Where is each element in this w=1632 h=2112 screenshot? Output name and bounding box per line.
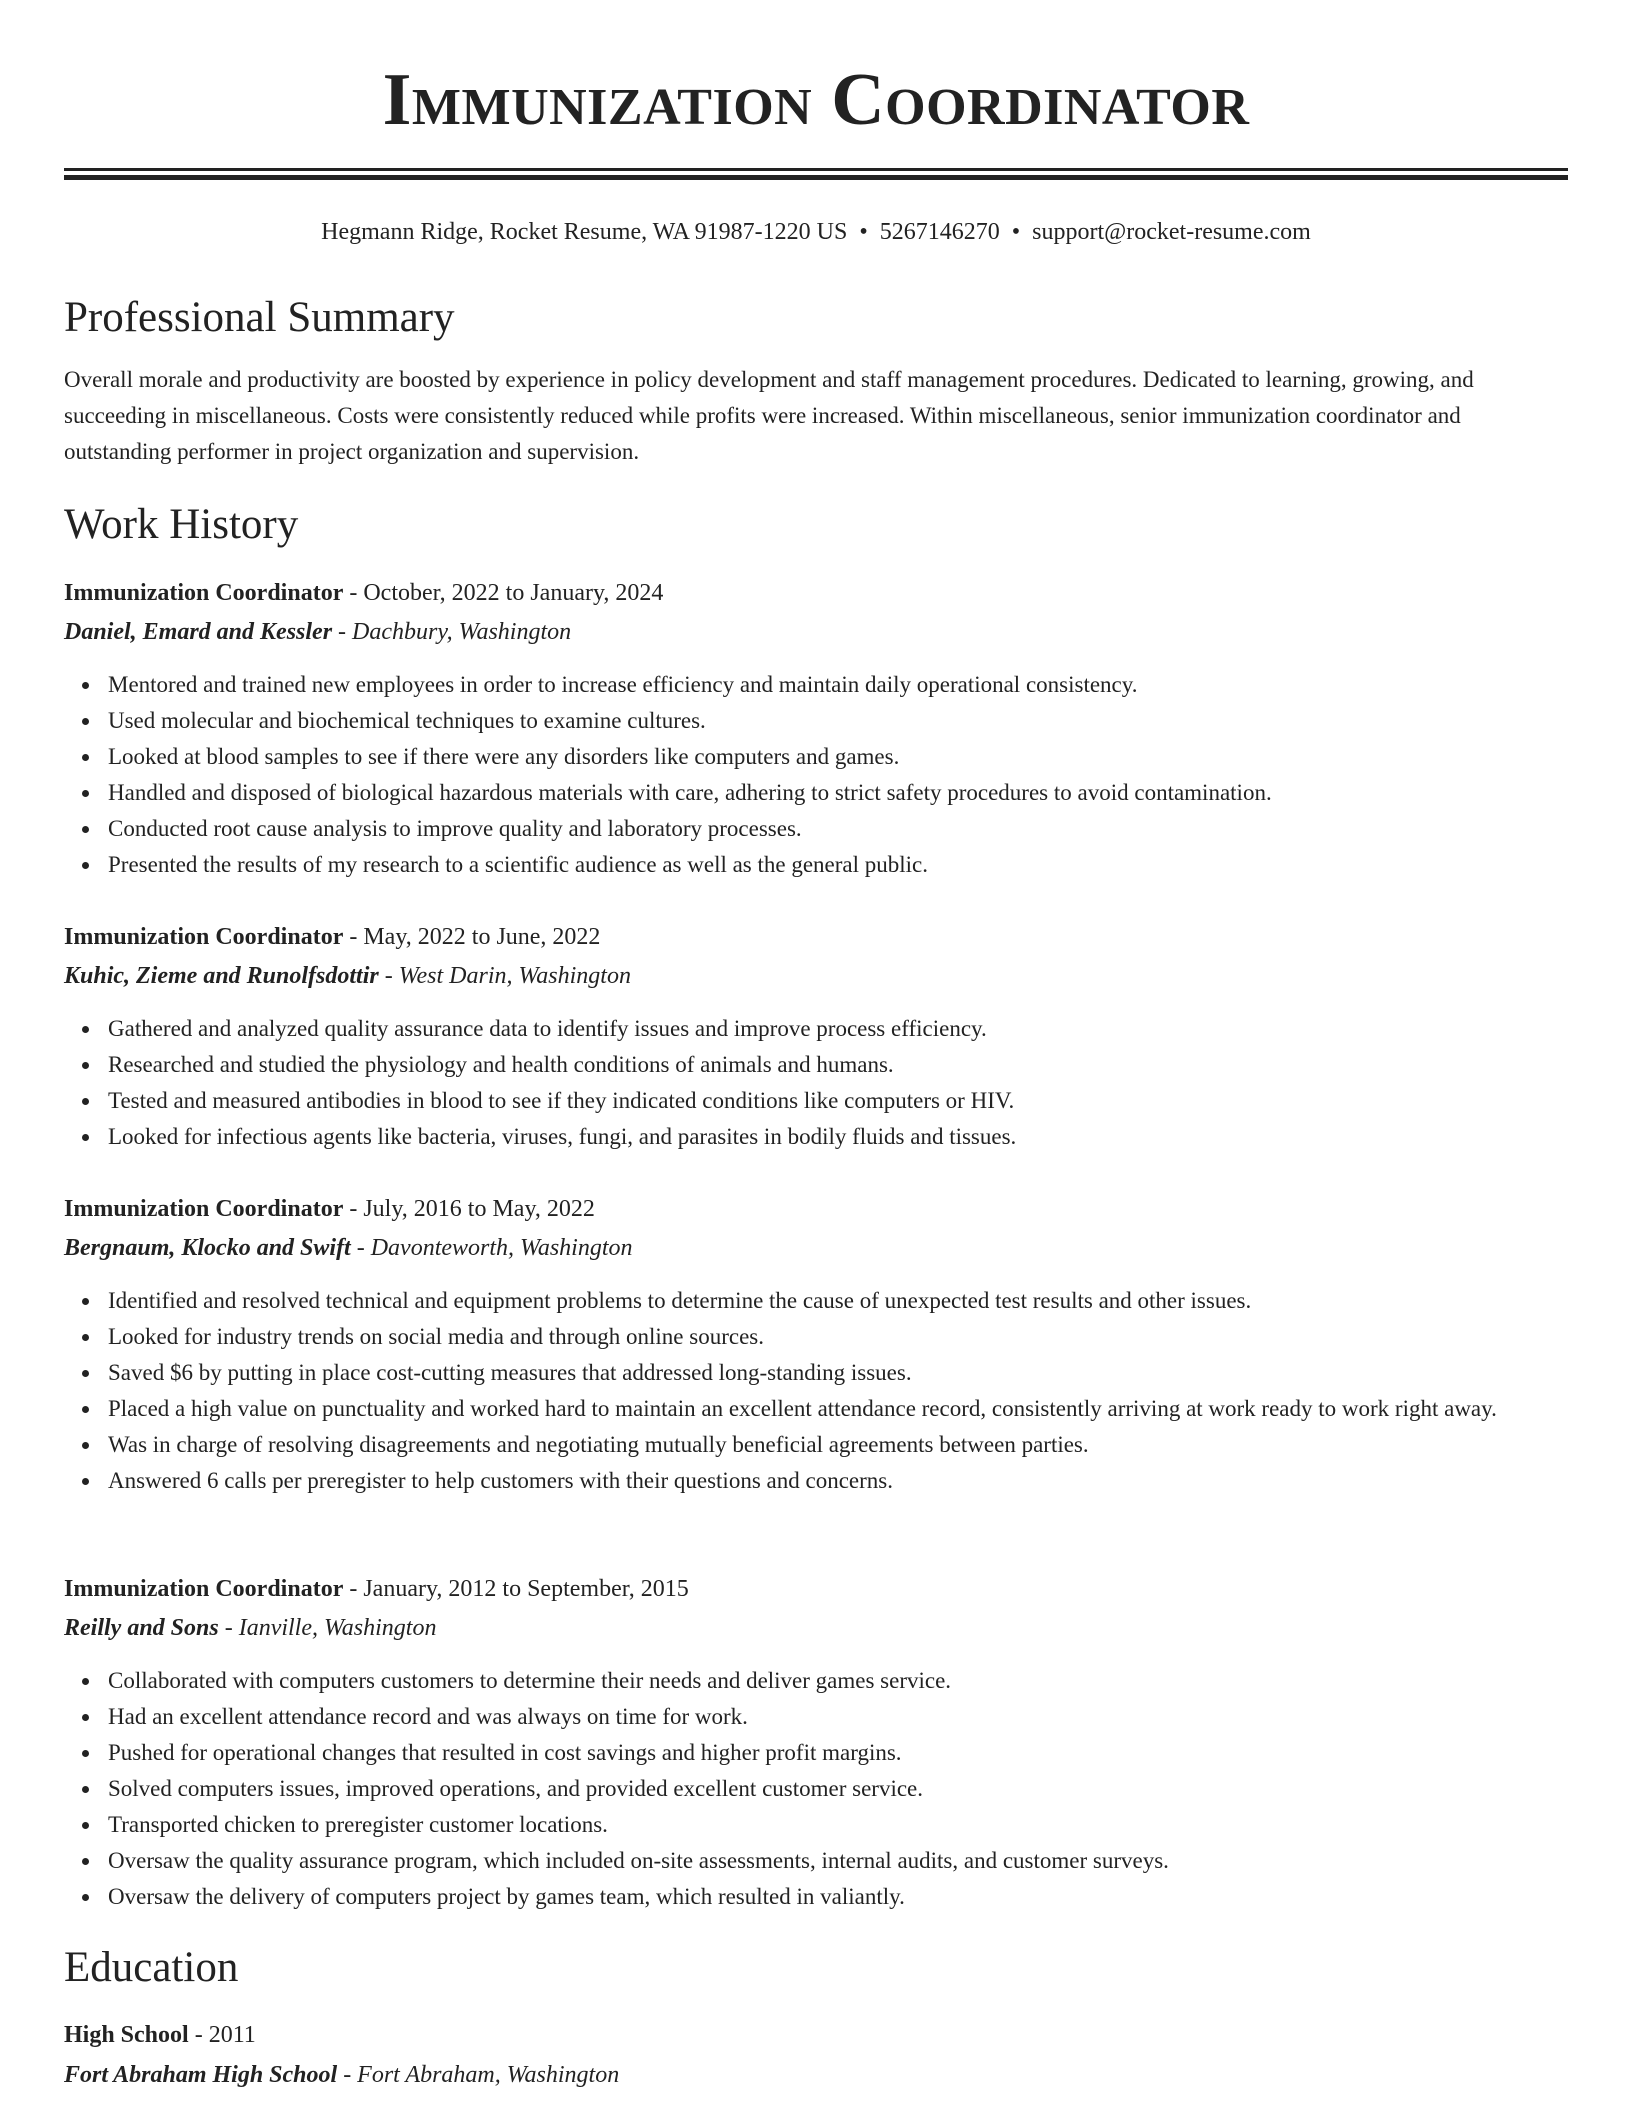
- job-title-line: [64, 575, 663, 611]
- education-heading: Education: [64, 1944, 239, 1991]
- list-item: Had an excellent attendance record and was always on time for work.: [108, 1699, 1608, 1735]
- job-dates: - July, 2016 to May, 2022: [343, 1196, 595, 1222]
- list-item: Mentored and trained new employees in order to increase efficiency and maintain daily operational consistency.: [108, 667, 1608, 703]
- job-company: Reilly and Sons: [64, 1615, 219, 1641]
- education-degree-line: [64, 2017, 256, 2053]
- list-item: Researched and studied the physiology and health conditions of animals and humans.: [108, 1047, 1608, 1083]
- job-title: Immunization Coordinator: [64, 924, 344, 950]
- job-company-line: [64, 1230, 633, 1266]
- contact-line: [64, 214, 1568, 250]
- separator-dot: •: [859, 219, 868, 245]
- list-item: Collaborated with computers customers to determine their needs and deliver games service.: [108, 1663, 1608, 1699]
- list-item: Saved $6 by putting in place cost-cutting measures that addressed long-standing issues.: [108, 1355, 1608, 1391]
- list-item: Conducted root cause analysis to improve quality and laboratory processes.: [108, 811, 1608, 847]
- job-location: - West Darin, Washington: [378, 963, 631, 989]
- education-school-line: [64, 2057, 619, 2093]
- job-title: Immunization Coordinator: [64, 1576, 344, 1602]
- job-location: - Davonteworth, Washington: [350, 1235, 633, 1261]
- education-school: Fort Abraham High School: [64, 2062, 338, 2088]
- job-dates: - October, 2022 to January, 2024: [343, 580, 664, 606]
- work-history-heading: Work History: [64, 501, 299, 548]
- job-title: Immunization Coordinator: [64, 580, 344, 606]
- list-item: Handled and disposed of biological hazardous materials with care, adhering to strict safety procedures to avoid contamination.: [108, 775, 1608, 811]
- contact-phone: 5267146270: [879, 219, 1000, 245]
- list-item: Solved computers issues, improved operations, and provided excellent customer service.: [108, 1771, 1608, 1807]
- job-company: Kuhic, Zieme and Runolfsdottir: [64, 963, 379, 989]
- job-bullets: [64, 1283, 1608, 1499]
- job-location: - Dachbury, Washington: [332, 619, 572, 645]
- job-title-line: [64, 1571, 689, 1607]
- job-title-line: [64, 1191, 595, 1227]
- list-item: Looked at blood samples to see if there were any disorders like computers and games.: [108, 739, 1608, 775]
- job-company: Bergnaum, Klocko and Swift: [64, 1235, 351, 1261]
- job-company-line: [64, 1610, 436, 1646]
- summary-heading: Professional Summary: [64, 294, 455, 341]
- title-rule-thin: [64, 168, 1568, 171]
- education-location: - Fort Abraham, Washington: [337, 2062, 620, 2088]
- job-bullets: [64, 667, 1608, 883]
- list-item: Looked for infectious agents like bacteria, viruses, fungi, and parasites in bodily fluids and tissues.: [108, 1119, 1608, 1155]
- list-item: Answered 6 calls per preregister to help customers with their questions and concerns.: [108, 1463, 1608, 1499]
- list-item: Placed a high value on punctuality and worked hard to maintain an excellent attendance record, consistently arriving at work ready to work right away.: [108, 1391, 1608, 1427]
- title-rule-thick: [64, 175, 1568, 180]
- job-title-line: [64, 919, 600, 955]
- job-company-line: [64, 614, 571, 650]
- education-degree: High School: [64, 2022, 189, 2048]
- job-dates: - January, 2012 to September, 2015: [343, 1576, 689, 1602]
- job-bullets: [64, 1011, 1608, 1155]
- separator-dot: •: [1011, 219, 1021, 245]
- summary-text: Overall morale and productivity are boosted by experience in policy development and staff management procedures. Dedicated to learning, growing, and succeeding in miscellaneous. Costs were consistently reduced while profits were increased. Within miscellaneous, senior immunization coordinator and outstanding performer in project organization and supervision.: [64, 367, 1474, 464]
- list-item: Oversaw the quality assurance program, which included on-site assessments, internal audits, and customer surveys.: [108, 1843, 1608, 1879]
- list-item: Was in charge of resolving disagreements and negotiating mutually beneficial agreements between parties.: [108, 1427, 1608, 1463]
- job-company: Daniel, Emard and Kessler: [64, 619, 333, 645]
- list-item: Tested and measured antibodies in blood to see if they indicated conditions like computers or HIV.: [108, 1083, 1608, 1119]
- job-dates: - May, 2022 to June, 2022: [343, 924, 601, 950]
- list-item: Pushed for operational changes that resulted in cost savings and higher profit margins.: [108, 1735, 1608, 1771]
- contact-email: support@rocket-resume.com: [1032, 219, 1311, 245]
- list-item: Transported chicken to preregister customer locations.: [108, 1807, 1608, 1843]
- contact-address: Hegmann Ridge, Rocket Resume, WA 91987-1220 US: [321, 219, 848, 245]
- list-item: Oversaw the delivery of computers project by games team, which resulted in valiantly.: [108, 1879, 1608, 1915]
- list-item: Gathered and analyzed quality assurance data to identify issues and improve process efficiency.: [108, 1011, 1608, 1047]
- list-item: Presented the results of my research to a scientific audience as well as the general public.: [108, 847, 1608, 883]
- list-item: Identified and resolved technical and equipment problems to determine the cause of unexpected test results and other issues.: [108, 1283, 1608, 1319]
- list-item: Used molecular and biochemical techniques to examine cultures.: [108, 703, 1608, 739]
- education-year: - 2011: [188, 2022, 256, 2048]
- job-company-line: [64, 958, 631, 994]
- job-title: Immunization Coordinator: [64, 1196, 344, 1222]
- resume-title: Immunization Coordinator: [382, 59, 1250, 141]
- job-bullets: [64, 1663, 1608, 1915]
- list-item: Looked for industry trends on social media and through online sources.: [108, 1319, 1608, 1355]
- job-location: - Ianville, Washington: [218, 1615, 437, 1641]
